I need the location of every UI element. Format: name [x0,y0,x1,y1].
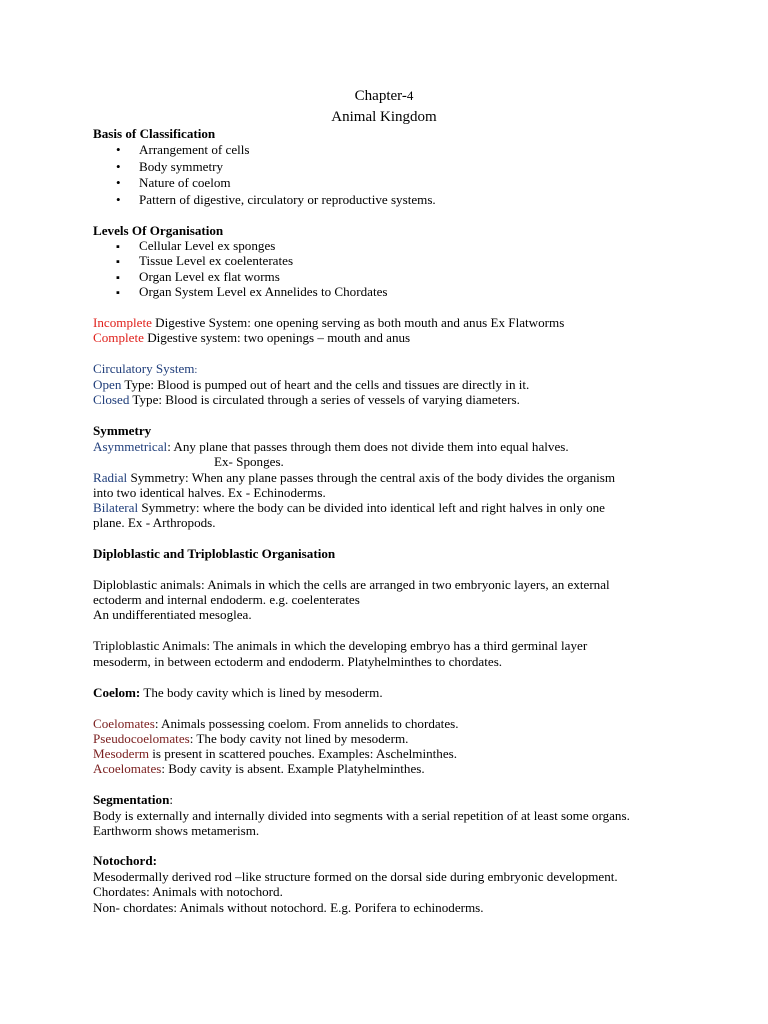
square-bullet-icon [116,284,120,300]
bullet-icon [116,142,121,158]
radial-line: Radial Symmetry: When any plane passes through the central axis of the body divides the organism [93,470,616,485]
closed-type-line: Closed Type: Blood is circulated through a series of vessels of varying diameters. [93,392,520,407]
bullet-icon [116,159,121,175]
open-type-line: Open Type: Blood is pumped out of heart and the cells and tissues are directly in it. [93,377,530,392]
radial-line-2: into two identical halves. Ex - Echinoderms. [93,485,326,500]
incomplete-digestive-line: Incomplete Digestive System: one opening serving as both mouth and anus Ex Flatworms [93,315,565,330]
list-item: Nature of coelom [139,175,231,190]
diplo-heading: Diploblastic and Triploblastic Organisation [93,546,336,561]
segmentation-line-1: Body is externally and internally divided into segments with a serial repetition of at least some organs. [93,808,630,823]
square-bullet-icon [116,238,120,254]
list-item: Cellular Level ex sponges [139,238,276,253]
list-item: Arrangement of cells [139,142,250,157]
diplo-line-1: Diploblastic animals: Animals in which the cells are arranged in two embryonic layers, an external [93,577,610,592]
mesoderm-line: Mesoderm is present in scattered pouches. Examples: Aschelminthes. [93,746,458,761]
symmetry-heading: Symmetry [93,423,152,438]
list-item: Organ System Level ex Annelides to Chordates [139,284,388,299]
coelom-definition: Coelom: The body cavity which is lined by mesoderm. [93,685,383,700]
notochord-line-1: Mesodermally derived rod –like structure formed on the dorsal side during embryonic development. [93,869,618,884]
bullet-icon [116,175,121,191]
list-item: Tissue Level ex coelenterates [139,253,294,268]
triplo-line-2: mesoderm, in between ectoderm and endoderm. Platyhelminthes to chordates. [93,654,503,669]
square-bullet-icon [116,253,120,269]
levels-heading: Levels Of Organisation [93,223,224,238]
bilateral-line: Bilateral Symmetry: where the body can be divided into identical left and right halves in only one [93,500,605,515]
square-bullet-icon [116,269,120,285]
notochord-line-3: Non- chordates: Animals without notochord. E.g. Porifera to echinoderms. [93,900,484,915]
asymmetrical-example: Ex- Sponges. [214,454,284,469]
circulatory-heading: Circulatory System: [93,361,198,376]
acoelomates-line: Acoelomates: Body cavity is absent. Example Platyhelminthes. [93,761,425,776]
diplo-line-2: ectoderm and internal endoderm. e.g. coelenterates [93,592,360,607]
bullet-icon [116,192,121,208]
notochord-line-2: Chordates: Animals with notochord. [93,884,283,899]
basis-heading: Basis of Classification [93,126,216,141]
pseudocoelomates-line: Pseudocoelomates: The body cavity not lined by mesoderm. [93,731,409,746]
list-item: Organ Level ex flat worms [139,269,280,284]
segmentation-heading: Segmentation: [93,792,174,807]
complete-digestive-line: Complete Digestive system: two openings – mouth and anus [93,330,411,345]
bilateral-line-2: plane. Ex - Arthropods. [93,515,216,530]
diplo-line-3: An undifferentiated mesoglea. [93,607,252,622]
chapter-label: Chapter-4 [354,88,414,104]
triplo-line-1: Triploblastic Animals: The animals in which the developing embryo has a third germinal layer [93,638,588,653]
list-item: Pattern of digestive, circulatory or reproductive systems. [139,192,436,207]
page-title: Animal Kingdom [331,109,437,125]
notochord-heading: Notochord: [93,853,158,868]
list-item: Body symmetry [139,159,224,174]
segmentation-line-2: Earthworm shows metamerism. [93,823,260,838]
asymmetrical-line: Asymmetrical: Any plane that passes through them does not divide them into equal halves. [93,439,569,454]
coelomates-line: Coelomates: Animals possessing coelom. From annelids to chordates. [93,716,459,731]
